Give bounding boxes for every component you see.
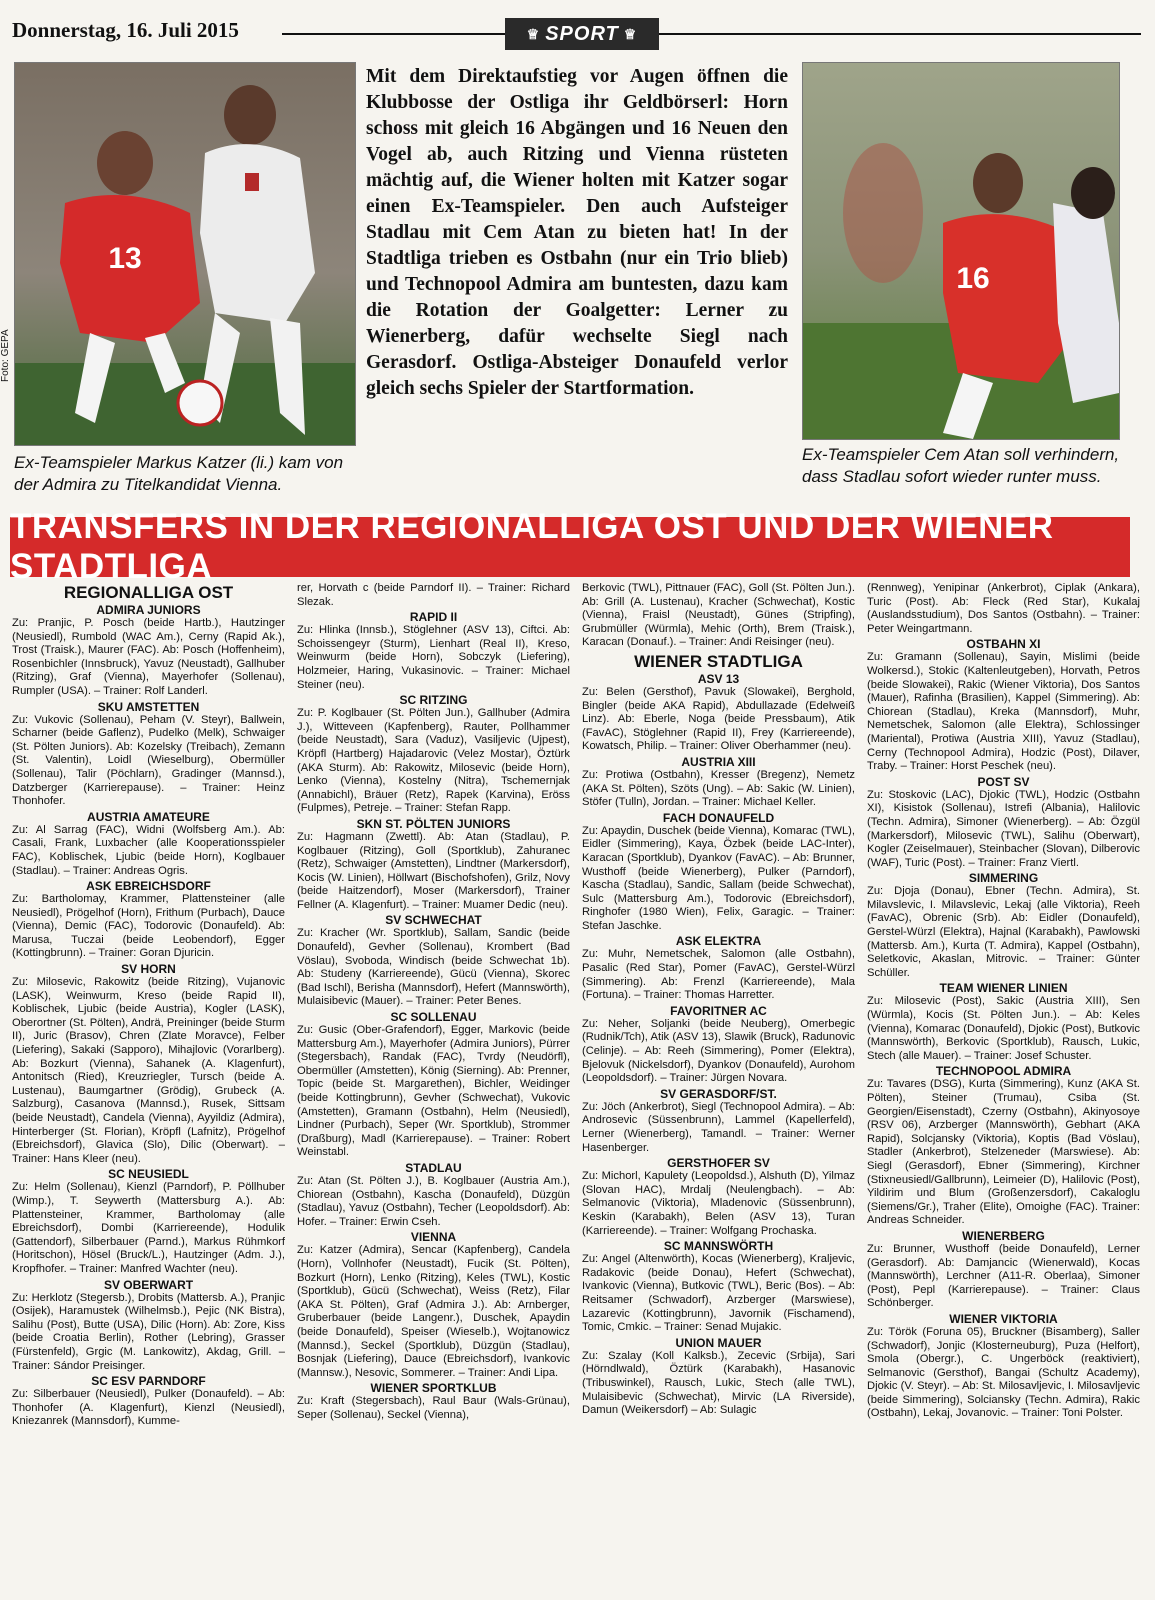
team-heading: AUSTRIA XIII [681,754,756,769]
team-heading: ASK EBREICHSDORF [86,879,211,894]
transfer-entry: Zu: Kraft (Stegersbach), Raul Baur (Wals-Grünau), Seper (Sollenau), Seckel (Vienna), [297,1395,570,1421]
team-heading: SKU AMSTETTEN [97,699,200,714]
team-heading: SC SOLLENAU [390,1010,477,1025]
caption-right: Ex-Teamspieler Cem Atan soll verhindern, dass Stadlau sofort wieder runter muss. [802,445,1120,486]
transfer-entry: Zu: Herklotz (Stegersb.), Drobits (Mattersb. A.), Pranjic (Osijek), Haramustek (Wilhelmsb.), Pejic (NK Bistra), Salihu (Post), Butte (USA), Dilic (Horn). Ab: Zore, Kiss (beide Croatia Berlin), Rother (Lebring), Grasser (Fürstenfeld), Grgic (M. Lankowitz), Akdag, Grill. – Trainer: Sándor Preisinger. [12,1291,285,1372]
transfer-entry: Zu: Pranjic, P. Posch (beide Hartb.), Hautzinger (Neusiedl), Rumbold (WAC Am.), Cerny (Rapid Ak.), Trost (Traisk.), Maurer (FAC). Ab: Posch (Hoffenheim), Rosenbichler (Innsbruck), Yavuz (Neustadt), Gallhuber (Ritzing), Graf (Vienna), Mayerhofer (Sollenau), Rumpler (USA). – Trainer: Rolf Landerl. [12,617,285,697]
section-title: SPORT [545,22,619,45]
team-heading: SV HORN [121,962,176,977]
transfer-entry: Zu: Protiwa (Ostbahn), Kresser (Bregenz), Nemetz (AKA St. Pölten), Szöts (Ung). – Ab: Sakic (W. Linien), Stöfer (Tulln), Jordan. – Trainer: Michael Keller. [582,768,855,809]
transfer-entry: Berkovic (TWL), Pittnauer (FAC), Goll (St. Pölten Jun.). Ab: Grill (A. Lustenau), Kracher (Schwechat), Kostic (Vienna), Fraisl (Neustadt), Günes (Stripfing), Grubmüller (Würmla), Mehic (Orth), Brem (Traisk.), Karacan (Donauf.). – Trainer: Andi Reisinger (neu). [582,582,855,649]
team-heading: SIMMERING [968,871,1039,886]
league-heading: WIENER STADTLIGA [634,651,803,671]
transfer-entry: (Rennweg), Yenipinar (Ankerbrot), Ciplak (Ankara), Turic (Post). Ab: Fleck (Red Star), Kukalaj (Auslandsstudium), Dos Santos (Ostbahn). – Trainer: Peter Weingartmann. [867,582,1140,635]
team-heading: SV GERASDORF/ST. [660,1086,777,1101]
team-heading: TEAM WIENER LINIEN [939,981,1068,996]
transfer-entry: Zu: Szalay (Koll Kalksb.), Zecevic (Srbija), Sari (Hörndlwald), Öztürk (Karabakh), Hasanovic (Tribuswinkel), Rausch, Lukic, Stech (alle TWL), Mulaisibevic (Schwechat), Mirvic (LA Riverside), Damun (Weikersdorf) – Ab: Sulagic [582,1349,855,1417]
lead-paragraph: Mit dem Direktaufstieg vor Augen öffnen die Klubbosse der Ostliga ihr Geldbörserl: Horn schoss mit gleich 16 Abgängen und 16 Neuen den Vogel ab, auch Ritzing und Vienna rüsteten mächtig auf, die Wiener holten mit Katzer sogar einen Ex-Teamspieler. Den auch Aufsteiger Stadlau mit Cem Atan zu bieten hat! In der Stadtliga trieben es Ostbahn (nur ein Trio blieb) und Technopool Admira am buntesten, dazu kam die Rotation der Goalgetter: Lerner zu Wienerberg, dafür wechselte Siegl nach Gerasdorf. Ostliga-Absteiger Donaufeld verlor gleich sechs Spieler der Startformation. [366,66,788,399]
team-heading: SC NEUSIEDL [108,1167,189,1182]
team-heading: STADLAU [405,1160,462,1175]
transfer-entry: Zu: P. Koglbauer (St. Pölten Jun.), Gallhuber (Admira J.), Witteveen (Kapfenberg), Rauter, Pollhammer (beide Neustadt), Sara (Vaduz), Vasiljevic (Ujpest), Kröpfl (Hartberg) Hajadarovic (Velez Mostar), Öztürk (AKA Sturm). Ab: Rakowitz, Milosevic (beide Horn), Lenko (Vienna), Kostelny (Nitra), Tschemernjak (Annabichl), Bräuer (Retz), Rapek (Karvina), Eröss (Fulpmes), Petreje. – Trainer: Stefan Rapp. [297,707,570,815]
team-heading: SV OBERWART [103,1277,194,1292]
transfer-entry: Zu: Neher, Soljanki (beide Neuberg), Omerbegic (Rudnik/Tch), Atik (ASV 13), Slawik (Bruck), Radunovic (Celinje). – Ab: Reeh (Simmering), Pomer (Elektra), Bjelovuk (Nickelsdorf), Dyankov (Donaufeld), Aurohom (Leopoldsdorf). – Trainer: Jürgen Novara. [582,1017,855,1085]
jersey-number: 16 [956,262,990,295]
transfer-entry: Zu: Michorl, Kapulety (Leopoldsd.), Alshuth (D), Yilmaz (Slovan HAC), Mrdalj (Neulengbach). – Ab: Selmanovic (Viktoria), Mladenovic (Süssenbrunn), Keskin (Karabakh), Belen (ASV 13), Turan (Karriereende). – Trainer: Wolfgang Prochaska. [582,1170,855,1237]
team-heading: SKN ST. PÖLTEN JUNIORS [356,816,511,831]
photo-atan [802,62,1120,440]
transfer-entry: Zu: Katzer (Admira), Sencar (Kapfenberg), Candela (Horn), Vollnhofer (Neustadt), Fucik (St. Pölten), Bozkurt (Horn), Lenko (Ritzing), Keles (TWL), Kostic (Sportklub), Gücü (Schwechat), Weiss (Retz), Filar (AKA St. Pölten), Graf (Admira J.). Ab: Arnberger, Gruberbauer (beide Langenr.), Duschek, Apaydin (beide Donaufeld), Speiser (Wieselb.), Wojtanowicz (Mannsd.), Seckel (Sportklub), Düzgün (Stadlau), Bosnjak (Liefering), Dauce (Ebreichsdorf), Ivankovic (Mannsw.), Nesovic, Sommerer. – Trainer: Andi Lipa. [297,1244,570,1379]
transfer-entry: Zu: Muhr, Nemetschek, Salomon (alle Ostbahn), Pasalic (Red Star), Pomer (FavAC), Gerstel-Würzl (Simmering). Ab: Frenzl (Karriereende), Mala (Fortuna). – Trainer: Thomas Harretter. [582,948,855,1002]
transfer-entry: Zu: Bartholomay, Krammer, Plattensteiner (alle Neusiedl), Prögelhof (Horn), Frithum (Purbach), Dauce (Vienna), Demic (FAC), Todorovic (Donaufeld). Ab: Marusa, Tuczai (beide Leobendorf), Egger (Kottingbrunn). – Trainer: Goran Djuricin. [12,893,285,960]
team-heading: SC MANNSWÖRTH [663,1239,774,1254]
team-heading: ADMIRA JUNIORS [96,603,201,617]
transfer-entry: Zu: Angel (Altenwörth), Kocas (Wienerberg), Kraljevic, Radakovic (beide Donau), Hefert (Schwechat), Ivankovic (Vienna), Butkovic (TWL), Beric (Bos). – Ab: Reitsamer (Schwadorf), Arzberger (Marswiese), Lazarevic (Kottingbrunn), Javornik (Fischamend), Tomic, Cmkic. – Trainer: Senad Mujakic. [582,1253,855,1334]
team-heading: FACH DONAUFELD [662,810,775,825]
team-heading: SC ESV PARNDORF [91,1374,206,1389]
team-heading: WIENER VIKTORIA [949,1311,1058,1326]
transfer-entry: Zu: Gramann (Sollenau), Sayin, Mislimi (beide Wolkersd.), Stokic (Kaltenleutgeben), Horvath, Petros (beide Slowakei), Rakic (Wiener Viktoria), Dos Santos (Mauer), Rafinha (Brasilien), Kappel (Simmering). Ab: Chiorean (Stadlau), Kreka (Mannsdorf), Muhr, Nemetschek, Salomon (alle Elektra), Schlossinger (Mariental), Protiwa (Austria XIII), Yavuz (Stadlau), Cerny (Technopool Admira), Hodzic (Post), Dilaver, Traby. – Trainer: Horst Peschek (neu). [867,651,1140,773]
team-heading: VIENNA [410,1230,457,1245]
transfer-entry: Zu: Milosevic (Post), Sakic (Austria XIII), Sen (Würmla), Kocis (St. Pölten Jun.). – Ab: Keles (Vienna), Komarac (Donaufeld), Djokic (Post), Butkovic (Mannswörth), Berkovic (Sportklub), Rausch, Lukic, Stech (alle Mauer). – Trainer: Josef Schuster. [867,995,1140,1062]
team-heading: UNION MAUER [675,1335,762,1350]
transfer-entry: Zu: Helm (Sollenau), Kienzl (Parndorf), P. Pöllhuber (Wimp.), T. Seywerth (Mattersburg A.). Ab: Plattensteiner, Krammer, Bartholomay (alle Ebreichsdorf), Dombi (Karriereende), Hodulik (Gattendorf), Silberbauer (Parnd.), Markus Rühmkorf (Horitschon), Hösel (Bruck/L.), Hautzinger (Adm. J.), Kropfhofer. – Trainer: Manfred Wachter (neu). [12,1181,285,1275]
transfer-entry: Zu: Török (Foruna 05), Bruckner (Bisamberg), Saller (Schwadorf), Jonjic (Klosterneuburg), Puza (Helfort), Smola (Obergr.), C. Ungerböck (reaktiviert), Selmanovic (Gersthof), Bangai (Schultz Academy), Djokic (V. Steyr). – Ab: St. Milosavljevic, I. Milosavljevic (beide Simmering), Solciansky (Techn. Admira), Rakic (Ostbahn), Lekaj, Jovanovic. – Trainer: Toni Polster. [867,1325,1140,1420]
photo-credit: Foto: GEPA [0,329,11,382]
transfer-entry: Zu: Stoskovic (LAC), Djokic (TWL), Hodzic (Ostbahn XI), Kisistok (Sollenau), Istrefi (Albania), Halilovic (Techn. Admira), Simoner (Wienerberg). – Ab: Özgül (Markersdorf), Milosevic (TWL), Salihu (Oberwart), Kogler (Zeiselmauer), Steinbacher (Slovan), Dilberovic (WAF), Turic (Post). – Trainer: Franz Viertl. [867,788,1140,869]
transfer-entry: Zu: Atan (St. Pölten J.), B. Koglbauer (Austria Am.), Chiorean (Ostbahn), Kascha (Donaufeld), Düzgün (Stadlau), Yavuz (Ostbahn), Techer (Leopoldsdorf). Ab: Hofer. – Trainer: Erwin Cseh. [297,1174,570,1228]
column-3 [582,582,855,1594]
team-heading: TECHNOPOOL ADMIRA [935,1064,1072,1079]
column-4 [867,582,1140,1594]
team-heading: RAPID II [409,610,458,625]
transfer-entry: Zu: Gusic (Ober-Grafendorf), Egger, Markovic (beide Mattersburg Am.), Mayerhofer (Admira Juniors), Pürrer (Stegersbach), Randak (FAC), Tvrdy (Neudörfl), Obermüller (Amstetten), König (Sierning). Ab: Prenner, Topic (beide St. Margarethen), Bichler, Weidinger (beide Kottingbrunn), Gevher (Schwechat), Vukovic (Amstetten), Gramann (Ostbahn), Helm (Neusiedl), Lindner (Purbach), Seper (Wr. Sportklub), Strommer (Draßburg), Madl (Karrierepause). – Trainer: Robert Weinstabl. [297,1024,570,1159]
team-heading: WIENER SPORTKLUB [370,1381,497,1396]
header-rule [282,33,1141,35]
transfer-entry: Zu: Silberbauer (Neusiedl), Pulker (Donaufeld). – Ab: Thonhofer (A. Klagenfurt), Kienzl (Neusiedl), Kniezanrek (Mannsdorf), Kumme- [12,1388,285,1428]
crown-icon: ♕ [623,25,638,42]
column-1 [12,582,285,1594]
transfer-entry: Zu: Al Sarrag (FAC), Widni (Wolfsberg Am.). Ab: Casali, Frank, Luxbacher (alle Kooperationsspieler FAC), Koblischek, Ljubic (beide Horn), Koglbauer (Stadlau). – Trainer: Andreas Ogris. [12,823,285,877]
column-2 [297,582,570,1594]
transfer-entry: Zu: Apaydin, Duschek (beide Vienna), Komarac (TWL), Eidler (Simmering), Kaya, Özbek (beide LAC-Inter), Karacan (Sportklub), Dyankov (FavAC). – Ab: Brunner, Wusthoff (beide Wienerberg), Pulker (Parndorf), Kascha (Stadlau), Sandic, Sallam (beide Schwechat), Sulc (Mattersburg Am.), Todorovic (Ebreichsdorf), Ringhofer (1980 Wien), Felix, Garagic. – Trainer: Stefan Jaschke. [582,824,855,932]
transfer-columns [12,582,1140,1594]
team-heading: GERSTHOFER SV [667,1156,770,1171]
team-heading: ASK ELEKTRA [675,934,762,949]
team-heading: SC RITZING [399,693,468,708]
caption-left: Ex-Teamspieler Markus Katzer (li.) kam von der Admira zu Titelkandidat Vienna. [14,453,344,494]
transfer-entry: Zu: Hlinka (Innsb.), Stöglehner (ASV 13), Ciftci. Ab: Schoissengeyr (Sturm), Lienhart (Real II), Kreso, Weinwurm (beide Horn), Sobczyk (Liefering), Holzmeier, Haring, Vukasinovic. – Trainer: Michael Steiner (neu). [297,624,570,691]
headline-banner: TRANSFERS IN DER REGIONALLIGA OST UND DER WIENER STADTLIGA [10,517,1130,577]
transfer-entry: Zu: Hagmann (Zwettl). Ab: Atan (Stadlau), P. Koglbauer (Ritzing), Goll (Sportklub), Zahuranec (Retz), Schwaiger (Amstetten), Lindtner (Markersdorf), Kocis (W. Linien), Höllwart (Bischofshofen), Grilz, Novy (beide Haitzendorf), Moser (Markersdorf), Trainer Fellner (A. Klagenfurt). – Trainer: Muamer Dedic (neu). [297,830,570,911]
team-heading: OSTBAHN XI [966,637,1041,652]
transfer-entry: Zu: Tavares (DSG), Kurta (Simmering), Kunz (AKA St. Pölten), Steiner (Trumau), Csiba (St. Georgien/Eisenstadt), Czerny (Ostbahn), Akinyosoye (RSV 06), Arzberger (Mannswörth), Gebhart (AKA Rapid), Solcjansky (Viktoria), Koptis (Bad Vöslau), Stadler (Ankerbrot), Stelzeneder (Marswiese). Ab: Siegl (Gerasdorf), Ebner (Simmering), Kirchner (Stixneusiedl/Gallbrunn), Leimeier (D), Halilovic (Post), Yildirim und Blum (Großenzersdorf), Cakaloglu (Siemens/Gr.), Traher (Elite), Omoighe (FAC). Trainer: Andreas Schneider. [867,1078,1140,1227]
section-badge [505,18,659,50]
team-heading: AUSTRIA AMATEURE [87,809,210,824]
team-heading: WIENERBERG [962,1228,1045,1243]
team-heading: SV SCHWECHAT [385,913,482,928]
team-heading: POST SV [977,774,1030,789]
page-header [0,0,1155,62]
issue-date: Donnerstag, 16. Juli 2015 [12,18,239,42]
transfer-entry: Zu: Belen (Gersthof), Pavuk (Slowakei), Berghold, Bingler (beide AKA Rapid), Abdullazade (Edelweiß Linz). Ab: Eberle, Noga (beide Pressbaum), Atik (FavAC), Stöglehner (Rapid II), Frey (Karriereende), Kowatsch, Philip. – Trainer: Oliver Oberhammer (neu). [582,685,855,753]
transfer-entry: Zu: Jöch (Ankerbrot), Siegl (Technopool Admira). – Ab: Androsevic (Süssenbrunn), Lammel (Kapellerfeld), Lerner (Wienerberg), Tamandl. – Trainer: Werner Hasenberger. [582,1100,855,1154]
transfer-entry: rer, Horvath c (beide Parndorf II). – Trainer: Richard Slezak. [297,582,570,608]
transfer-entry: Zu: Brunner, Wusthoff (beide Donaufeld), Lerner (Gerasdorf). Ab: Damjancic (Wienerwald), Kocas (Mannswörth), Lerchner (A11-R. Oberlaa), Simoner (Post), Pepl (Karrierepause). – Trainer: Claus Schönberger. [867,1242,1140,1310]
transfer-entry: Zu: Vukovic (Sollenau), Peham (V. Steyr), Ballwein, Scharner (beide Gaflenz), Pudelko (Melk), Schwaiger (St. Pölten Juniors). Ab: Kozelsky (Treibach), Zemann (St. Valentin), Loidl (Wieselburg), Obermüller (Sollenau), Talir (Pöchlarn), Gradinger (Mannsd.), Datzberger (Karrierepause). – Trainer: Heinz Thonhofer. [12,713,285,808]
league-heading: REGIONALLIGA OST [63,583,234,602]
transfer-entry: Zu: Milosevic, Rakowitz (beide Ritzing), Vujanovic (LASK), Weinwurm, Kreso (beide Rapid II), Koblischek, Ljubic (beide Austria), Kogler (LASK), Oberortner (St. Pölten), Andrä, Preininger (beide Sturm II), Juric (Brasov), Chren (Zlate Moravce), Felber (Liefering), Sakaki (Sapporo), Mihajlovic (Vorarlberg). Ab: Bozkurt (Vienna), Sahanek (A. Klagenfurt), Antonitsch (Ried), Kreuzriegler, Tursch (beide A. Lustenau), Baumgartner (Grödig), Grubeck (A. Salzburg), Casanova (Mannsd.), Rusek, Sittsam (beide Neustadt), Candela (Vienna), Ayyildiz (Admira), Hinterberger (St. Florian), Kröpfl (Lafnitz), Prögelhof (Ebreichsdorf), Glavica (Slo), Dilic (Oberwart). – Trainer: Hans Kleer (neu). [12,976,285,1165]
team-heading: FAVORITNER AC [670,1003,767,1018]
photo-katzer [14,62,356,446]
crown-icon: ♕ [526,25,541,42]
transfer-entry: Zu: Kracher (Wr. Sportklub), Sallam, Sandic (beide Donaufeld), Gevher (Sollenau), Krombert (Bad Vöslau), Svoboda, Windisch (beide Schwechat 1b). Ab: Studeny (Karriereende), Gücü (Vienna), Skorec (Bad Ischl), Berisha (Mannsdorf), Hefert (Mannswörth), Mulaisibevic (Mauer). – Trainer: Peter Benes. [297,927,570,1008]
team-heading: ASV 13 [697,671,740,686]
jersey-number: 13 [108,242,142,275]
transfer-entry: Zu: Djoja (Donau), Ebner (Techn. Admira), St. Milavslevic, I. Milavslevic, Lekaj (alle Viktoria), Reeh (FavAC), Obrenic (Srb). Ab: Eidler (Donaufeld), Gerstel-Würzl (Elektra), Hajnal (Karabakh), Pawlowski (Mattersb. Am.), Kurta (T. Admira), Kappel (Ostbahn), Seletkovic, Akaslan, Mitrovic. – Trainer: Günter Schüller. [867,885,1140,979]
